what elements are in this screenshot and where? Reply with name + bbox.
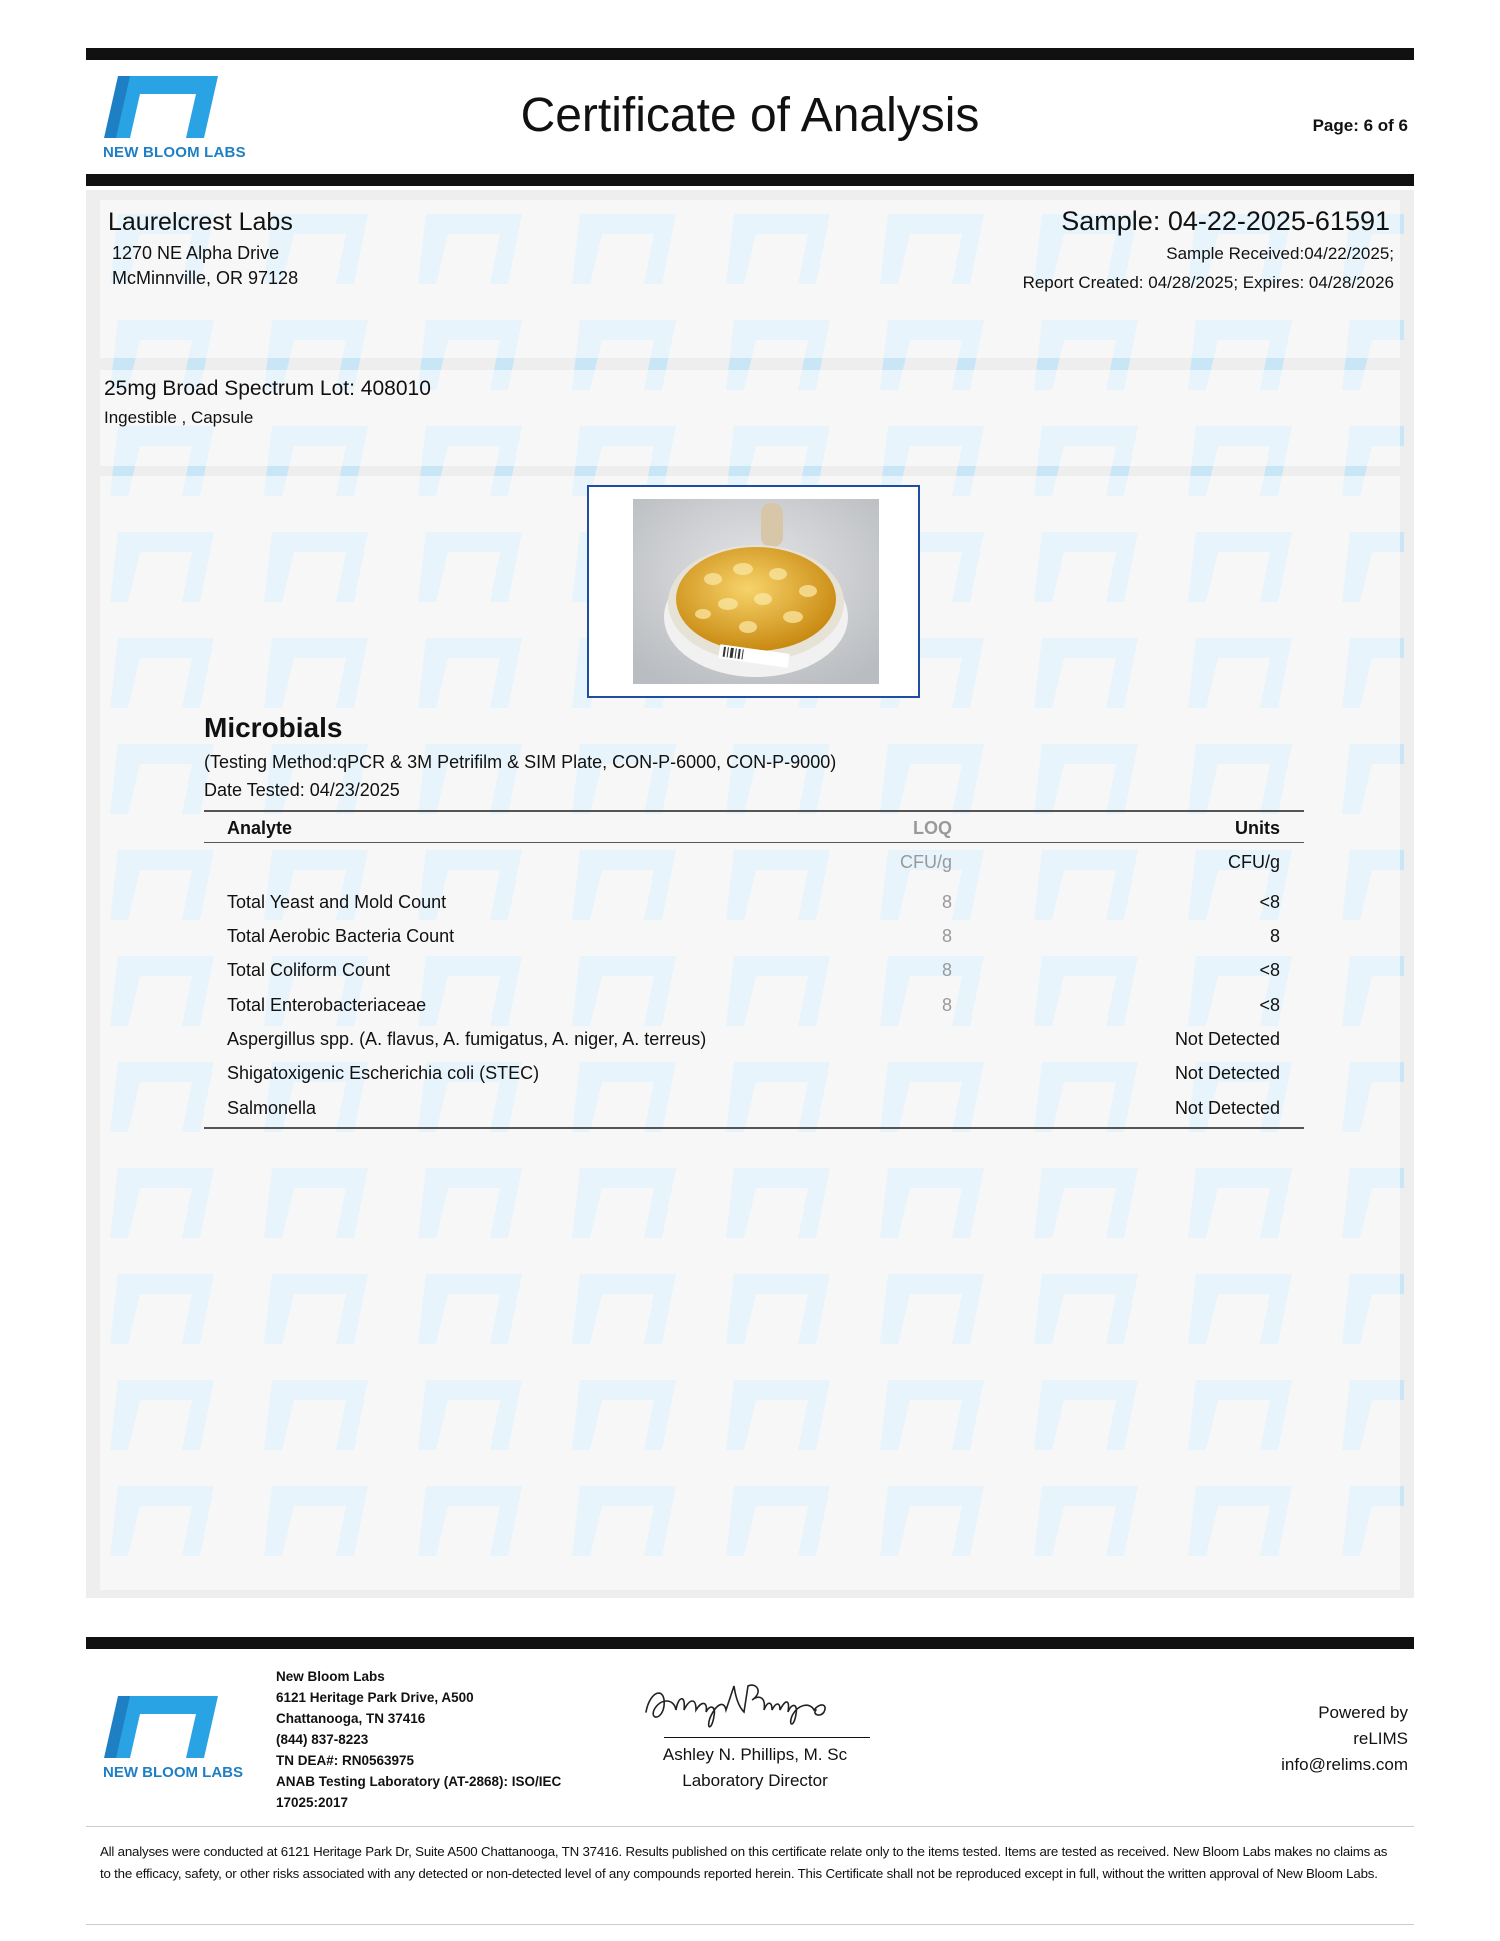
unit-result: CFU/g: [1227, 852, 1280, 872]
date-tested: Date Tested: 04/23/2025: [204, 780, 400, 800]
table-row-loq: 8: [941, 926, 952, 946]
lab-info-line: Chattanooga, TN 37416: [276, 1711, 426, 1726]
logo-mark-icon: [100, 76, 220, 142]
signer-name: Ashley N. Phillips, M. Sc: [662, 1745, 848, 1764]
footer-rule: [86, 1637, 1414, 1649]
table-row-result: Not Detected: [1174, 1098, 1280, 1118]
table-row-analyte: Shigatoxigenic Escherichia coli (STEC): [227, 1063, 540, 1083]
unit-loq: CFU/g: [899, 852, 952, 872]
table-row-result: <8: [1259, 892, 1280, 912]
signer-block: [630, 1742, 880, 1794]
powered-by-brand: reLIMS: [1353, 1729, 1408, 1748]
header-bottom-rule: [86, 174, 1414, 186]
table-bottom-rule: [204, 1127, 1304, 1129]
signature-scribble-icon: [640, 1676, 880, 1736]
column-header-analyte: Analyte: [227, 818, 293, 838]
signer-title: Laboratory Director: [682, 1771, 828, 1790]
powered-by-block: [1220, 1700, 1408, 1778]
client-name: Laurelcrest Labs: [108, 208, 293, 236]
table-row-analyte: Aspergillus spp. (A. flavus, A. fumigatus, A. niger, A. terreus): [227, 1029, 707, 1049]
logo-text: NEW BLOOM LABS: [103, 144, 246, 161]
footer-lab-logo: [100, 1696, 250, 1786]
table-row-loq: 8: [941, 892, 952, 912]
table-row-analyte: Salmonella: [227, 1098, 317, 1118]
table-row-loq: 8: [941, 960, 952, 980]
product-type: Ingestible , Capsule: [104, 408, 254, 427]
table-header-rule: [204, 842, 1304, 843]
signature: [640, 1676, 880, 1736]
sample-photo-frame: [587, 485, 920, 698]
capsule-tin-photo-icon: [633, 499, 879, 684]
footer-logo-text: NEW BLOOM LABS: [103, 1764, 243, 1781]
section-title: Microbials: [204, 712, 343, 743]
lab-logo: [100, 76, 250, 166]
column-header-units: Units: [1235, 818, 1280, 838]
table-row-analyte: Total Yeast and Mold Count: [227, 892, 447, 912]
lab-info-line: (844) 837-8223: [276, 1732, 369, 1747]
table-top-rule: [204, 810, 1304, 812]
signature-line: [664, 1737, 870, 1738]
disclaimer-text: All analyses were conducted at 6121 Heritage Park Dr, Suite A500 Chattanooga, TN 37416. Results published on this certificate relate only to the items tested. Items are tested as received. New Bloom Labs makes no claims as to the efficacy, safety, or other risks associated with any detected or non-detected level of any compounds reported herein. This Certificate shall not be reproduced except in full, without the written approval of New Bloom Labs.: [100, 1844, 1388, 1881]
table-row-analyte: Total Aerobic Bacteria Count: [227, 926, 455, 946]
disclaimer-top-rule: [86, 1826, 1414, 1827]
table-row-analyte: Total Enterobacteriaceae: [227, 995, 427, 1015]
lab-info-line: ANAB Testing Laboratory (AT-2868): ISO/IEC: [276, 1774, 562, 1789]
lab-contact-info: [276, 1666, 586, 1813]
table-row-analyte: Total Coliform Count: [227, 960, 391, 980]
document-title: Certificate of Analysis: [520, 89, 980, 142]
lab-info-line: 17025:2017: [276, 1795, 349, 1810]
report-dates: Report Created: 04/28/2025; Expires: 04/28/2026: [1022, 273, 1394, 292]
header-top-rule: [86, 48, 1414, 60]
page-number: Page: 6 of 6: [1312, 116, 1408, 135]
table-row-result: 8: [1269, 926, 1280, 946]
footer-logo-mark-icon: [100, 1696, 220, 1762]
table-row-result: <8: [1259, 995, 1280, 1015]
sample-received: Sample Received:04/22/2025;: [1166, 244, 1394, 263]
column-header-loq: LOQ: [913, 818, 952, 838]
testing-method: (Testing Method:qPCR & 3M Petrifilm & SIM Plate, CON-P-6000, CON-P-9000): [204, 752, 837, 772]
table-row-loq: 8: [941, 995, 952, 1015]
lab-info-line: TN DEA#: RN0563975: [276, 1753, 415, 1768]
table-row-result: Not Detected: [1174, 1063, 1280, 1083]
client-address-line2: McMinnville, OR 97128: [112, 268, 299, 288]
disclaimer-bottom-rule: [86, 1924, 1414, 1925]
client-address-line1: 1270 NE Alpha Drive: [112, 243, 280, 263]
lab-info-line: 6121 Heritage Park Drive, A500: [276, 1690, 474, 1705]
product-name: 25mg Broad Spectrum Lot: 408010: [104, 377, 431, 400]
table-row-result: <8: [1259, 960, 1280, 980]
lab-info-line: New Bloom Labs: [276, 1669, 385, 1684]
sample-id: Sample: 04-22-2025-61591: [1061, 206, 1390, 236]
powered-by-email[interactable]: info@relims.com: [1281, 1755, 1408, 1774]
sample-photo: [633, 499, 879, 684]
powered-by-label: Powered by: [1318, 1703, 1408, 1722]
table-row-result: Not Detected: [1174, 1029, 1280, 1049]
